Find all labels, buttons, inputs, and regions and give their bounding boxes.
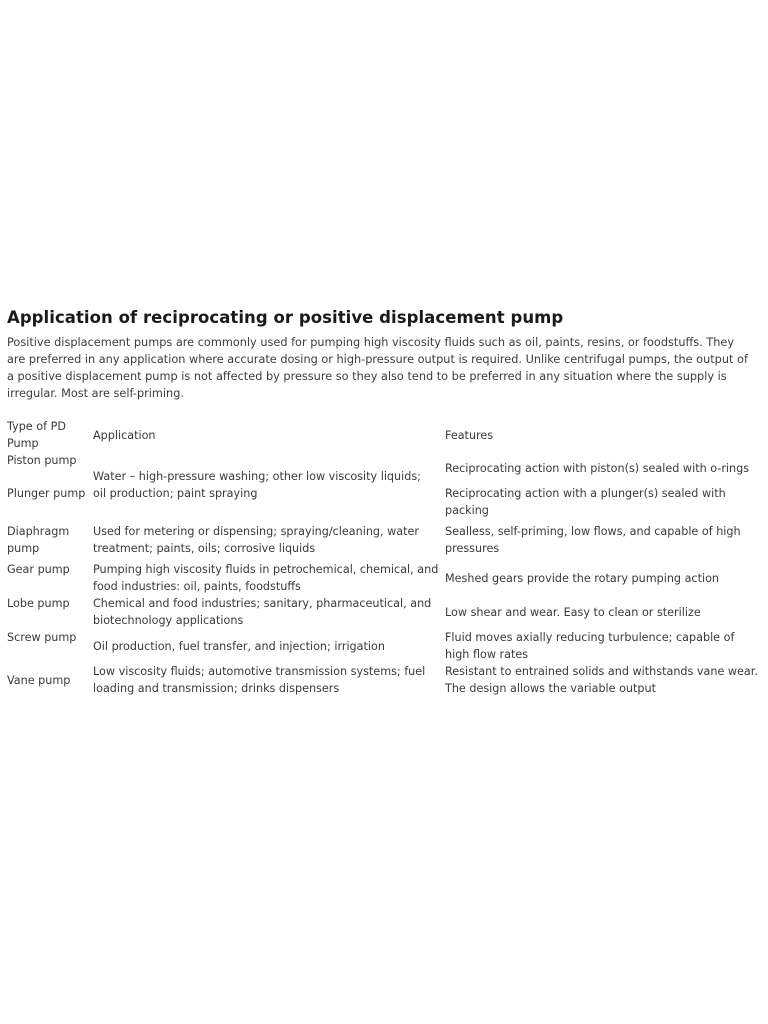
- article: [7, 306, 759, 697]
- table-header-row: [7, 418, 759, 452]
- table-row: [7, 561, 759, 595]
- features-cell: Reciprocating action with piston(s) sealed with o-rings: [445, 462, 750, 475]
- pump-type-cell: Piston pump: [7, 454, 77, 467]
- header-application: Application: [93, 428, 156, 442]
- application-cell: Used for metering or dispensing; spraying/cleaning, water treatment; paints, oils; corrosive liquids: [93, 525, 420, 555]
- features-cell: Low shear and wear. Easy to clean or sterilize: [445, 605, 701, 619]
- header-type: Type of PD Pump: [7, 420, 66, 450]
- pump-type-cell: Diaphragm pump: [7, 525, 70, 555]
- pump-type-cell: Lobe pump: [7, 597, 70, 610]
- application-cell: oil production; paint spraying: [93, 487, 258, 500]
- features-cell: Reciprocating action with a plunger(s) sealed with packing: [445, 487, 726, 517]
- article-title: Application of reciprocating or positive displacement pump: [7, 308, 564, 327]
- features-cell: Resistant to entrained solids and withstands vane wear. The design allows the variable output: [445, 665, 758, 695]
- application-cell: Chemical and food industries; sanitary, pharmaceutical, and biotechnology applications: [93, 597, 432, 627]
- pump-type-cell: Gear pump: [7, 563, 70, 576]
- table-row: [7, 519, 759, 561]
- features-cell: Fluid moves axially reducing turbulence; capable of high flow rates: [445, 631, 735, 661]
- table-row: [7, 629, 759, 663]
- pump-table: [7, 418, 759, 697]
- application-cell: Water – high-pressure washing; other low viscosity liquids;: [93, 470, 421, 483]
- features-cell: Sealless, self-priming, low flows, and capable of high pressures: [445, 525, 741, 555]
- application-cell: Oil production, fuel transfer, and injection; irrigation: [93, 639, 385, 653]
- table-row: [7, 452, 759, 485]
- pump-type-cell: Screw pump: [7, 631, 77, 644]
- pump-type-cell: Vane pump: [7, 673, 71, 687]
- header-features: Features: [445, 428, 494, 442]
- application-cell: Low viscosity fluids; automotive transmission systems; fuel loading and transmission; drinks dispensers: [93, 665, 426, 695]
- application-cell: Pumping high viscosity fluids in petrochemical, chemical, and food industries: oil, paints, foodstuffs: [93, 563, 439, 593]
- table-row: [7, 485, 759, 519]
- pump-type-cell: Plunger pump: [7, 487, 86, 500]
- intro-paragraph: Positive displacement pumps are commonly used for pumping high viscosity fluids such as oil, paints, resins, or foodstuffs. They are preferred in any application where accurate dosing or high-pressure output is required. Unlike centrifugal pumps, the output of a positive displacement pump is not affected by pressure so they also tend to be preferred in any situation where the supply is irregular. Most are self-priming.: [7, 336, 748, 400]
- table-row: [7, 663, 759, 697]
- table-row: [7, 595, 759, 629]
- features-cell: Meshed gears provide the rotary pumping action: [445, 571, 720, 585]
